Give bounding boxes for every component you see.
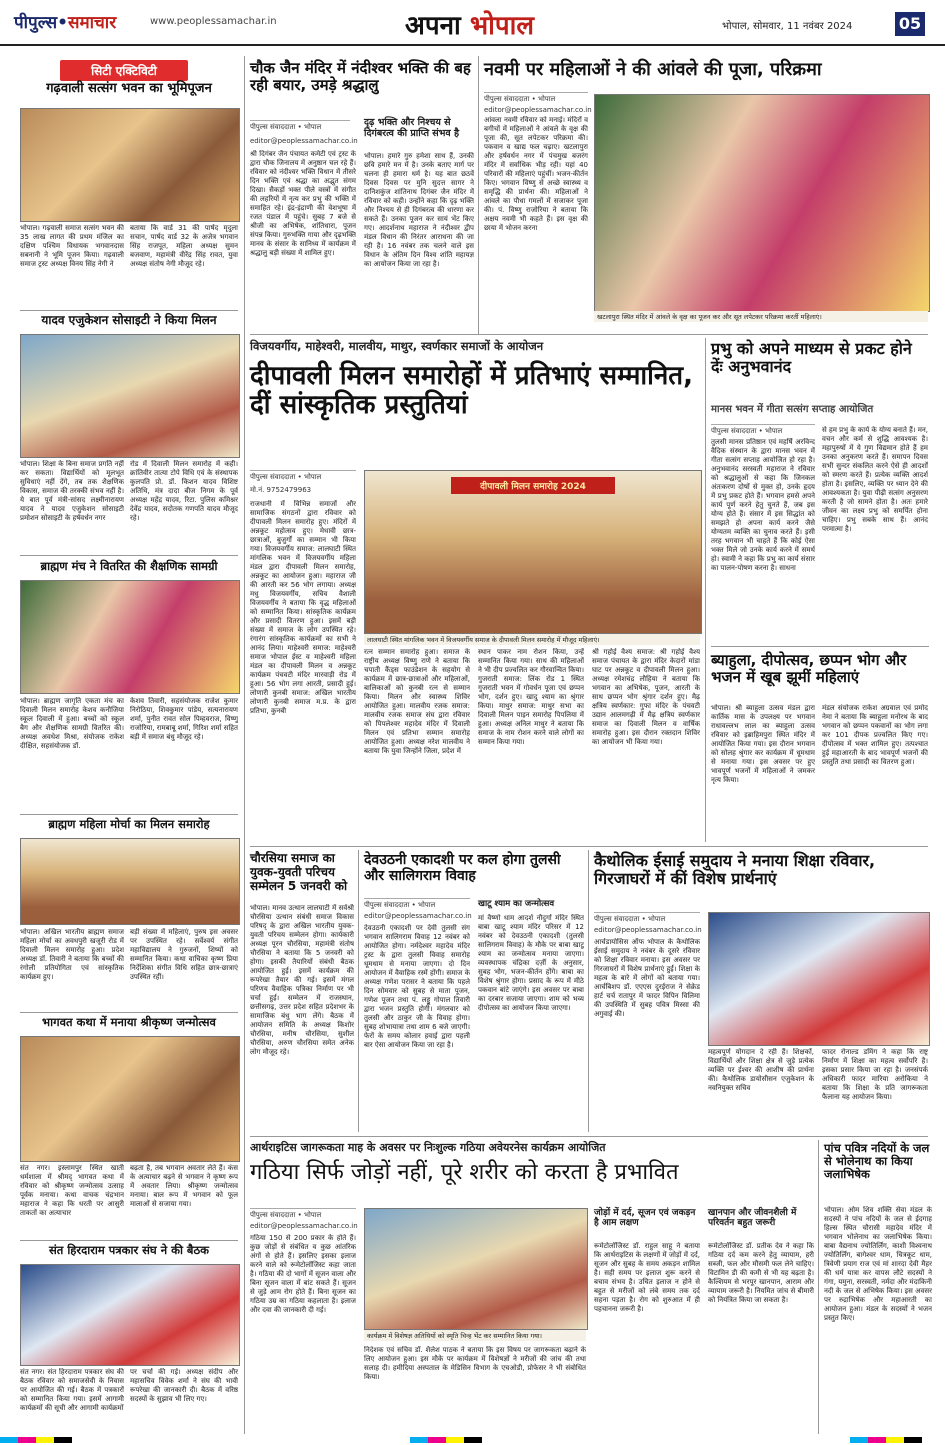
story5-body-b: बढ़ता है, तब भगवान अवतार लेते हैं। कंस के अत्याचार बढ़ने से भगवान ने कृष्ण रूप में अवतार लिया। श्रीकृष्ण जन्मोत्सव मनाया। बाल रूप में भगवान को फूल मालाओं से सजाया गया। <box>130 1164 238 1208</box>
story5-photo <box>20 1036 240 1162</box>
catholic-body-a: आर्चडायोसिस ऑफ भोपाल के कैथोलिक ईसाई समुदाय ने नवंबर के दूसरे रविवार को शिक्षा रविवार मनाया। इस अवसर पर गिरजाघरों में विशेष प्रार्थनाएं हुईं। शिक्षा के महत्व के बारे में लोगों को बताया गया। आर्चबिशप डॉ. एएएस दुरईराज ने सेक्रेड हार्ट चर्च रातापुर में फादर विपिन विलिमा की उपस्थिति में सुबह पवित्र मिस्सा की अगुवाई की। <box>594 938 700 1018</box>
section-title-1: अपना <box>405 11 470 41</box>
arthritis-email: editor@peoplessamachar.co.in <box>250 1222 358 1230</box>
amla-body-a: आंवला नवमी रविवार को मनाई। मंदिरों व बगीचों में महिलाओं ने आंवले के वृक्ष की पूजा की, सूत लपेटकर परिक्रमा की। पकवान व खाद्य फल चढ़ाए। खटलापुरा और हर्षवर्धन नगर में पंचमुख बजरंग मंदिर में सर्वाधिक भीड़ रही। यहां 40 परिवारों की महिलाएं पहुंचीं। भजन-कीर्तन किए। भगवान विष्णु से अच्छे स्वास्थ्य व समृद्धि की प्रार्थना की। महिलाओं ने आंवले का पौधा गमलों में सजाकर पूजा की। पं. विष्णु राजोरिया ने बताया कि अक्षय नवमी भी कहते हैं। इस वृक्ष की छाया में भोजन करना <box>484 116 588 232</box>
print-color-bar <box>0 1437 72 1443</box>
website-url[interactable]: www.peoplessamachar.in <box>150 16 277 27</box>
jain-body-a: श्री दिगंबर जैन पंचायत कमेटी एवं ट्रस्ट के द्वारा चौक जिनालय में अनुष्ठान चल रहे हैं। रविवार को नंदीश्वर भक्ति विधान में तीसरे दिन भक्ति एवं श्रद्धा का अद्भुत संगम दिखा। सैकड़ों भक्त पीले वस्त्रों में संगीत की लहरियों में नृत्य कर प्रभु की भक्ति में समाहित रहे। इंद्र-इंद्राणी की वेशभूषा में रजत पंडाल में पहुंचे। सुबह 7 बजे से श्रीजी का अभिषेक, शांतिधारा, पूजन संपन्न किया। गुरुभक्ति गाया और दृढ़भक्ति मानव के संसार के सानिध्य में कार्यक्रम में श्रद्धालु बड़ी संख्या में शामिल हुए। <box>250 150 356 257</box>
divider <box>20 1240 238 1241</box>
dev-byline: पीपुल्स संवाददाता • भोपाल <box>364 898 470 910</box>
chaurasia-body-a: भोपाल। मानव उत्थान लालघाटी में सर्वश्री चौरसिया उत्थान संबंधी समाज विकास परिषद् के द्वारा अखिल भारतीय युवक-युवती परिचय सम्मेलन होगा। कार्यकारी अध्यक्ष पूरन चौरसिया, महामंत्री संतोष चौरसिया ने बताया कि 5 जनवरी को होगा। इसकी तैयारियों संबंधी बैठक आयोजित हुई। इसमें कार्यक्रम की रूपरेखा तैयार की गई। इसमें मंगल परिणय वैवाहिक पत्रिका निर्माण पर भी चर्चा हुई। सम्मेलन में राजस्थान, छत्तीसगढ़, उत्तर प्रदेश सहित प्रदेशभर के सामाजिक बंधु भाग लेंगे। बैठक में आयोजन समिति के अध्यक्ष किशोर चौरसिया, मनीष चौरसिया, सुशील चौरसिया, अरुण चौरसिया समेत अनेक लोग मौजूद रहे। <box>250 904 354 1056</box>
amla-caption: खटलापुरा स्थित मंदिर में आंवले के वृक्ष का पूजन कर और सूत लपेटकर परिक्रमा करतीं महिलाएं। <box>594 311 928 322</box>
jain-byline: पीपुल्स संवाददाता • भोपाल <box>250 120 350 132</box>
anubhav-body-b: से हम प्रभु के कार्य के योग्य बनाते हैं। मन, वचन और कर्म से शुद्धि आवश्यक है। महापुरुषों में ये गुण विद्यमान होते हैं हम उनका अनुकरण करते हैं। समापन दिवस सभी सुन्दर संकलित करने ऐसे ही आदर्शों को स्मरण करते हैं। प्रत्येक व्यक्ति आदर्श होता है। इसलिए, व्यक्ति पर ध्यान देने की आवश्यकता है। युवा पीढ़ी सत्संग अनुसरण करती है जो सामने होता है। अतः हमारे जीवन का लक्ष्य प्रभु को समर्पित होना चाहिए। प्रभु सबके साथ हैं। आनंद परमात्मा है। <box>822 426 928 533</box>
page-number: 05 <box>895 12 925 36</box>
arthritis-body-c: रूमेटोलॉजिस्ट डॉ. राहुल साहू ने बताया कि आर्थराइटिस के लक्षणों में जोड़ों में दर्द, सूजन और सुबह के समय अकड़न शामिल है। सही समय पर इलाज शुरू करने से बचाव संभव है। उचित इलाज न होने से बहुत से मरीजों को लंबे समय तक दर्द सहना पड़ता है। रोग को शुरुआत में ही पहचानना जरूरी है। <box>594 1242 700 1313</box>
dev-body-b: मां वैष्णो धाम आदर्श नौदुर्गा मंदिर स्थित बाबा खाटू श्याम मंदिर परिसर में 12 नवंबर को देवउठनी एकादशी (तुलसी सालिगराम विवाह) के मौके पर बाबा खाटू श्याम का जन्मोत्सव मनाया जाएगा। व्यवस्थापक चंद्रिका दर्ज़ी के अनुसार, सुबह भोग, भजन-कीर्तन होंगे। बाबा का विशेष श्रृंगार होगा। प्रसाद के रूप में मीठे पकवान बांटे जाएंगे। इस अवसर पर बाबा का दरबार सजाया जाएगा। शाम को भव्य दीपोत्सव का आयोजन किया जाएगा। <box>478 914 584 1012</box>
story1-title: गढ़वाली सत्संग भवन का भूमिपूजन <box>46 81 212 96</box>
dev-body-a: देवउठनी एकादशी पर देवी तुलसी संग भगवान सालिगराम विवाह 12 नवंबर को आयोजित होगा। नर्मदेश्वर महादेव मंदिर ट्रस्ट के द्वारा तुलसी विवाह समारोह धूमधाम से मनाया जाएगा। दो दिन आयोजन में वैवाहिक रस्में होंगी। समाज के अध्यक्ष गणेश परासर ने बताया कि पहले दिन सोमवार को सुबह से माता पूजन, गणेश पूजन तथा पं. लड्डू गोपाल तिवारी द्वारा भजन प्रस्तुति होगी। मंगलवार को तुलसी और ठाकुर जी के विवाह होगा। सुबह शोभायात्रा तथा शाम 6 बजे जाएगी। फेरों के समय कोलार हवाई द्वारा पहली बार ऐसा आयोजन किया जा रहा है। <box>364 924 470 1049</box>
main-mobile: मो.नं. 9752479963 <box>250 486 312 494</box>
story2-body-a: भोपाल। शिक्षा के बिना समाज प्रगति नहीं कर सकता। विद्यार्थियों को मूलभूत सुविधाएं नहीं देंगे, तब तक शैक्षणिक विकास, समाज की तरक्की संभव नहीं है। ये बात पूर्व मंत्री-सांसद लक्ष्मीनारायण यादव ने यादव एजुकेशन सोसाइटी प्रमोशन सोसाइटी के हर्षवर्धन नगर <box>20 460 124 522</box>
divider <box>250 1136 928 1137</box>
catholic-title: कैथोलिक ईसाई समुदाय ने मनाया शिक्षा रविवार, गिरजाघरों में कीं विशेष प्रार्थनाएं <box>594 851 876 889</box>
arthritis-body-b: निदेशक एवं सचिव डॉ. शैलेश पाठक ने बताया कि इस विषय पर जागरूकता बढ़ाने के लिए आयोजन हुआ। इस मौके पर कार्यक्रम में विशेषज्ञों ने मरीजों की जांच की तथा सलाह दी। हमीदिया अस्पताल के मेडिसिन विभाग के एचओडी, प्रोफेसर ने भी संबोधित किया। <box>364 1346 586 1381</box>
amla-title: नवमी पर महिलाओं ने की आंवले की पूजा, परिक्रमा <box>484 59 822 80</box>
arthritis-body-d: रूमेटोलॉजिस्ट डॉ. प्रतीक देव ने कहा कि गठिया दर्द कम करने हेतु व्यायाम, हरी सब्जी, फल और मौसमी फल लेने चाहिए। विटामिन डी की कमी से भी यह बढ़ता है। कैल्शियम से भरपूर खानपान, आराम और व्यायाम जरूरी है। नियमित जांच से बीमारी को नियंत्रित किया जा सकता है। <box>708 1242 814 1304</box>
dev-sub: खाटू श्याम का जन्मोत्सव <box>478 899 555 909</box>
story3-photo <box>20 580 240 694</box>
column-rule <box>588 850 589 1132</box>
main-kicker: विजयवर्गीय, माहेश्वरी, मालवीय, माथुर, स्वर्णकार समाजों के आयोजन <box>250 339 544 353</box>
jain-email: editor@peoplessamachar.co.in <box>250 137 358 145</box>
masthead-part-2: समाचार <box>67 13 117 33</box>
divider <box>20 814 238 815</box>
city-activity-tag: सिटी एक्टिविटी <box>60 60 188 81</box>
story6-body-a: संत नगर। संत हिरदाराम पत्रकार संघ की बैठक रविवार को समाजसेवी के निवास पर आयोजित की गई। बैठक में पत्रकारों को सम्मानित किया गया। इसमें आगामी कार्यक्रमों की सूची और आगामी कार्यक्रमों <box>20 1368 124 1412</box>
main-caption: लालघाटी स्थित मांगलिक भवन में विजयवर्गीय समाज के दीपावली मिलन समारोह में मौजूद महिलाएं। <box>364 634 700 645</box>
story4-photo <box>20 838 240 925</box>
main-body-c: स्थान पाकर नाम रोशन किया, उन्हें सम्मानित किया गया। साथ की महिलाओं ने भी दीप प्रज्वलित कर गौरवान्वित किया। गुजराती समाज: लिंक रोड 1 स्थित गुजराती भवन में गोवर्धन पूजा एवं छप्पन भोग, दर्शन हुए। खादु श्याम का श्रृंगार किया। माथुर समाज: माथुर सभा का दिवाली मिलन पाइन समारोह पिपलिया में हुआ। अध्यक्ष अनिल माथुर ने बताया कि समाज के नाम रोशन करने वाले लोगों का सम्मान किया गया। <box>478 648 584 746</box>
byahula-title: ब्याहुला, दीपोत्सव, छप्पन भोग और भजन में खूब झूमीं महिलाएं <box>711 651 907 687</box>
story4-body-a: भोपाल। अखिल भारतीय ब्राह्मण समाज महिला मोर्चा का अवधपुरी खजूरी रोड में दिवाली मिलन समारोह हुआ। प्रदेश अध्यक्ष डॉ. तिवारी ने बताया कि बच्चों की रंगोली प्रतियोगिता एवं सांस्कृतिक कार्यक्रम हुए। <box>20 928 124 981</box>
main-byline: पीपुल्स संवाददाता • भोपाल <box>250 470 356 482</box>
main-body-b: रत्न सम्मान समारोह हुआ। समाज के राष्ट्रीय अध्यक्ष विष्णु राणे ने बताया कि चपाती कैंड्स फाउंडेशन के सहयोग से कार्यक्रम में छात्र-छात्राओं और महिलाओं, बालिकाओं को कुनबी रत्न से सम्मान किया। मिलन और स्वास्थ्य शिविर आयोजित हुआ। मालवीय रजक समाज: मालवीय रजक समाज संघ द्वारा रविवार को पिपलेश्वर महादेव मंदिर में दिवाली मिलन एवं प्रतिभा सम्मान समारोह आयोजित हुआ। अध्यक्ष नरेश मालवीय ने बताया कि युवा जिन्होंने जिला, प्रदेश में <box>364 648 470 755</box>
story2-photo <box>20 334 240 458</box>
catholic-photo <box>708 912 930 1046</box>
byahula-body-a: भोपाल। श्री ब्याहुला उत्सव मंडल द्वारा कार्तिक मास के उपलक्ष्य पर भगवान राधावल्लभ लाल का ब्याहुला उत्सव रविवार को इब्राहिमपुरा स्थित मंदिर में आयोजित किया गया। इस दौरान भगवान को सोलह श्रृंगार कर कार्यक्रम में धूमधाम से मनाया गया। इस अवसर पर हुए भावपूर्ण भजनों में महिलाओं ने जमकर नृत्य किया। <box>711 704 815 784</box>
section-title-2: भोपाल <box>469 11 535 41</box>
story2-body-b: रोड में दिवाली मिलन समारोह में कही। क्रांतिवीर तात्या टोपे विधि एवं के संस्थापक कुलपति प्रो. डॉ. किशन यादव विशिष्ट अतिथि, मंत्र दादा बीज निगम के पूर्व अध्यक्ष महेंद्र यादव, रिटा. पुलिस कमिश्नर देवेंद्र यादव, सदोतक गणपति यादव मौजूद रहे। <box>130 460 238 522</box>
story6-body-b: पर चर्चा की गई। अध्यक्ष संदीप और महासचिव विवेक शर्मा ने संघ की भावी रूपरेखा की जानकारी दी। बैठक में वरिष्ठ सदस्यों के सुझाव भी लिए गए। <box>130 1368 238 1403</box>
rivers-title: पांच पवित्र नदियों के जल से भोलेनाथ का किया जलाभिषेक <box>824 1141 930 1182</box>
story2-title: यादव एजुकेशन सोसाइटी ने किया मिलन <box>41 313 217 327</box>
main-photo-banner: दीपावली मिलन समारोह 2024 <box>451 477 615 494</box>
catholic-body-c: फादर रोनाल्ड डमिंग ने कहा कि राष्ट्र निर्माण में शिक्षा का महत्व सर्वोपरि है। इसका प्रसार किया जा रहा है। जनसंपर्क अधिकारी फादर मारिया अरोकिया ने बताया कि शिक्षा के प्रति जागरूकता फैलाना यह आयोजन किया। <box>822 1048 928 1101</box>
catholic-email: editor@peoplessamachar.co.in <box>594 926 702 934</box>
arthritis-sub1: जोड़ों में दर्द, सूजन एवं जकड़न है आम लक्षण <box>594 1208 696 1229</box>
story6-photo <box>20 1264 240 1366</box>
print-color-bar <box>410 1437 482 1443</box>
story3-title: ब्राह्मण मंच ने वितरित की शैक्षणिक सामग्री <box>40 559 218 573</box>
masthead: पीपुल्स•समाचार <box>14 13 117 33</box>
divider <box>711 646 929 647</box>
story3-body-a: भोपाल। ब्राह्मण जागृति एकता मंच का दिवाली मिलन समारोह केशव कनौजिया स्कूल दिवाली में हुआ। बच्चों को स्कूल बैग और शैक्षणिक सामग्री वितरित की। अध्यक्ष अवधेश मिश्रा, संयोजक राकेश दीक्षित, सहसंयोजक डॉ. <box>20 697 124 750</box>
amla-byline: पीपुल्स संवाददाता • भोपाल <box>484 92 588 104</box>
column-rule <box>705 338 706 842</box>
main-body-d: श्री गहोई वैश्य समाज: श्री गहोई वैश्य समाज पंचायत के द्वारा मंदिर केदारों मांडा घाट पर अन्नकूट व दीपावली मिलन हुआ। अध्यक्ष रमेशचंद्र लौहिया ने बताया कि भगवान का अभिषेक, पूजन, आरती के साथ छप्पन भोग श्रृंगार दर्शन हुए। मैढ़ क्षत्रिय स्वर्णकार: गुफा मंदिर के पंचवटी उद्यान आलमगढ़ी में मैढ़ क्षत्रिय स्वर्णकार समाज का दिवाली मिलन व वार्षिक समारोह हुआ। इस दौरान रक्तदान शिविर का आयोजन भी किया गया। <box>592 648 700 746</box>
arthritis-byline: पीपुल्स संवाददाता • भोपाल <box>250 1208 356 1220</box>
byahula-body-b: मंडल संयोजक राकेश अग्रवाल एवं प्रमोद नेमा ने बताया कि ब्याहुला मनोरथ के बाद भगवान को छप्पन पकवानों का भोग लगा कर 101 दीपक प्रज्वलित किए गए। दीपोत्सव में भक्त शामिल हुए। तत्पश्चात हुई महाआरती के बाद भावपूर्ण भजनों की प्रस्तुति तथा प्रसादी का वितरण हुआ। <box>822 704 928 766</box>
anubhav-sub: मानस भवन में गीता सत्संग सप्ताह आयोजित <box>711 404 874 415</box>
rivers-body: भोपाल। ओम शिव शक्ति सेवा मंडल के सदस्यों ने पांच नदियों के जल से ईदगाह हिल्स स्थित चौरासी महादेव मंदिर में भगवान भोलेनाथ का जलाभिषेक किया। बाबा वैद्यनाथ ज्योतिर्लिंग, काशी विश्वनाथ ज्योतिर्लिंग, बागेश्वर धाम, चित्रकूट धाम, त्रिवेणी प्रयाग राज एवं मां शारदा देवी मैहर की धर्म यात्रा कर वापस लौटे सदस्यों ने गंगा, यमुना, सरस्वती, नर्मदा और मंदाकिनी नदी के जल से अभिषेक किया। इस अवसर पर रुद्राभिषेक और महाआरती का आयोजन हुआ। मंडल के सदस्यों ने भजन प्रस्तुत किए। <box>824 1206 932 1322</box>
column-rule <box>244 56 245 1434</box>
catholic-byline: पीपुल्स संवाददाता • भोपाल <box>594 912 700 924</box>
column-rule <box>358 850 359 1132</box>
jain-subhead: दृढ़ भक्ति और निश्चय से दिगंबरत्व की प्राप्ति संभव है <box>364 117 460 139</box>
story4-title: ब्राह्मण महिला मोर्चा का मिलन समारोह <box>48 817 210 831</box>
arthritis-sub2: खानपान और जीवनशैली में परिवर्तन बहुत जरूरी <box>708 1208 797 1229</box>
jain-title: चौक जैन मंदिर में नंदीश्वर भक्ति की बह रही बयार, उमड़े श्रद्धालु <box>250 59 471 95</box>
arthritis-kicker: आर्थराइटिस जागरूकता माह के अवसर पर निःशुल्क गठिया अवेयरनेस कार्यक्रम आयोजित <box>250 1141 606 1154</box>
divider <box>250 846 928 847</box>
story5-body-a: संत नगर। इस्लामपुर स्थित खाती धर्मशाला में श्रीमद् भागवत कथा में रविवार को श्रीकृष्ण जन्मोत्सव उत्साह पूर्वक मनाया। कथा वाचक चंद्रभान महाराज ने कहा कि धरती पर आसुरी ताकतों का अत्याचार <box>20 1164 124 1217</box>
divider <box>250 334 928 335</box>
section-title <box>405 6 534 42</box>
divider <box>20 555 238 556</box>
story3-body-b: केशव तिवारी, सहसंयोजक राजेश कुमार निरोठिया, शिवकुमार पांडेय, सत्यनारायण शर्मा, पुनीत रावत सोल पिम्हवराज, विष्णु राजोरिया, रामबाबू शर्मा, गिरिश शर्मा सहित बड़ी में समाज बंधु मौजूद रहे। <box>130 697 238 741</box>
arthritis-title: गठिया सिर्फ जोड़ों नहीं, पूरे शरीर को करता है प्रभावित <box>250 1160 679 1185</box>
masthead-part-1: पीपुल्स <box>14 13 58 33</box>
chaurasia-title: चौरसिया समाज का युवक-युवती परिचय सम्मेलन 5 जनवरी को <box>250 851 348 893</box>
story6-title: संत हिरदाराम पत्रकार संघ ने की बैठक <box>48 1243 210 1257</box>
story5-title: भागवत कथा में मनाया श्रीकृष्ण जन्मोत्सव <box>42 1015 216 1029</box>
amla-email: editor@peoplessamachar.co.in <box>484 106 592 114</box>
divider <box>20 310 238 311</box>
divider <box>20 1012 238 1013</box>
dev-title: देवउठनी एकादशी पर कल होगा तुलसी और सालिगराम विवाह <box>364 852 561 885</box>
anubhav-title: प्रभु को अपने माध्यम से प्रकट होने देंः अनुभवानंद <box>711 339 912 377</box>
main-title: दीपावली मिलन समारोहों में प्रतिभाएं सम्मानित, दीं सांस्कृतिक प्रस्तुतियां <box>250 361 694 421</box>
arthritis-photo <box>364 1208 588 1330</box>
catholic-body-b: महत्वपूर्ण योगदान दे रही हैं। शिक्षकों, विद्यार्थियों और शिक्षा क्षेत्र से जुड़े प्रत्येक व्यक्ति पर ईश्वर की आशीष की प्रार्थना की। कैथोलिक डायोसीसन एजुकेशन के नवनियुक्त सचिव <box>708 1048 814 1092</box>
story4-body-b: बड़ी संख्या में महिलाएं, पुरुष इस अवसर पर उपस्थित रहे। सर्वेश्वर्य संगीत महाविद्यालय ने गुरुजनों, शिष्यों को सम्मानित किया। कथा वाचिका कृष्ण प्रिया निर्देशिका संगीत विधि सहित छात्र-छात्राएं उपस्थित रहीं। <box>130 928 238 981</box>
dev-email: editor@peoplessamachar.co.in <box>364 912 472 920</box>
arthritis-caption: कार्यक्रम में विशेषज्ञ अतिथियों को स्मृति चिन्ह भेंट कर सम्मानित किया गया। <box>364 1330 586 1341</box>
anubhav-body-a: तुलसी मानस प्रतिष्ठान एवं महर्षि अरविन्द वैदिक संस्थान के द्वारा मानस भवन में गीता सत्संग सप्ताह आयोजित हो रहा है। अनुभवानंद सरस्वती महाराज ने रविवार को श्रद्धालुओं से कहा कि जिनकल अंतःकरण दोषों से मुक्त हो, उनके हृदय में प्रभु प्रकट होते हैं। भगवान हमसे अपने कार्य पूर्ण करने हेतु चुनते हैं, जब इस योग्य होते हैं। संसार में इस सिद्धांत को समझते हो अपना कार्य करने जैसे योग्यतम व्यक्ति का चुनाव करते हैं। इसी तरह भगवान भी चाहते हैं कि कोई ऐसा भक्त मिले जो उनके कार्य करने में समर्थ हो। स्वामी ने कहा कि प्रभु का कार्य संसार का पालन-पोषण करना है। साधना <box>711 438 815 572</box>
amla-photo <box>594 94 930 312</box>
column-rule <box>478 56 479 334</box>
story1-photo <box>20 108 240 222</box>
main-body-a: राजधानी में विभिन्न समाजों और सामाजिक संगठनों द्वारा रविवार को दीपावली मिलन समारोह हुए। मंदिरों में अन्नकूट महोत्सव हुए। मेधावी छात्र-छात्राओं, बुजुर्गों का सम्मान भी किया गया। विजयवर्गीय समाज: लालघाटी स्थित मांगलिक भवन में विजयवर्गीय महिला मंडल द्वारा दीपावली मिलन समारोह, अन्नकूट का आयोजन हुआ। महाराज जी की आरती कर 56 भोग लगाया। अध्यक्ष मधु विजयवर्गीय, सचिव वैशाली विजयवर्गीय ने बताया कि वृद्ध महिलाओं को सम्मानित किया। सांस्कृतिक कार्यक्रम और प्रसादी वितरण हुआ। इसमें बड़ी संख्या में समाज के लोग उपस्थित रहे। रंगारंग सांस्कृतिक कार्यक्रमों का सभी ने आनंद लिया। माहेश्वरी समाज: माहेश्वरी समाज भोपाल ईस्ट व माहेश्वरी महिला मंडल का दीपावली मिलन व अन्नकूट कार्यक्रम पंचवटी मंदिर मारवाड़ी रोड में हुआ। 56 भोग लगा आरती, प्रसादी हुई। लोणारी कुनबी समाज: अखिल भारतीय लोणारी कुनबी समाज म.प्र. के द्वारा प्रतिभा, कुनबी <box>250 500 356 715</box>
column-rule <box>818 1140 819 1434</box>
story1-body-a: भोपाल। गढ़वाली समाज सत्संग भवन की 35 लाख लागत की प्रथम मंजिल का दक्षिण पश्चिम विधायक भगवानदास सबनानी ने भूमि पूजन किया। गढ़वाली समाज ट्रस्ट अध्यक्ष विनय सिंह नेगी ने <box>20 224 124 268</box>
story1-body-b: बताया कि वार्ड 31 की पार्षद मृदुला सचान, पार्षद वार्ड 32 के अजेत्र भगवान सिंह राजपूत, महिला अध्यक्ष सुमन बजवाण, महामंत्री वीरेंद्र सिंह रावत, युवा अध्यक्ष संतोष नेगी मौजूद रहे। <box>130 224 238 268</box>
jain-body-b: भोपाल। हमारे गुरु हमेशा साथ हैं, उनकी छवि हमारे मन में है। उनके बताए मार्ग पर चलना ही हमारा धर्म है। यह बात छठवें दिवस दिवस पर मुनि सुदत्त सागर ने दानिशकुंज शांतिनाथ दिगंबर जैन मंदिर में रविवार को कही। उन्होंने कहा कि दृढ़ भक्ति और निश्चय से ही दिगंबरत्व की धारणा कर सकते हैं। उनका पूजन कर सायं भेंट किए गए। आदर्शनाथ महाराज ने नंदीश्वर द्वीप मंडल विधान की निरंतर आराधना की जा रही है। 16 नवंबर तक चलने वाले इस विधान के अंतिम दिन विश्व शांति महायज्ञ का आयोजन किया जा रहा है। <box>364 152 474 268</box>
arthritis-body-a: गठिया 150 से 200 प्रकार के होते हैं। कुछ जोड़ों से संबंधित व कुछ आंतरिक अंगों से होते हैं। इसलिए इसका इलाज करने वाले को रूमेटोलॉजिस्ट कहा जाता है। गठिया की दो भागों में सूजन वाला और बिना सूजन वाला में बांट सकते हैं। सूजन से जुड़े आम रोग होते हैं। बिना सूजन का गठिया उम्र का गठिया कहलाता है। इलाज और दवा की जानकारी दी गई। <box>250 1234 356 1314</box>
print-color-bar <box>850 1437 922 1443</box>
dateline: भोपाल, सोमवार, 11 नवंबर 2024 <box>722 21 853 32</box>
main-photo <box>364 470 702 634</box>
anubhav-byline: पीपुल्स संवाददाता • भोपाल <box>711 424 815 436</box>
